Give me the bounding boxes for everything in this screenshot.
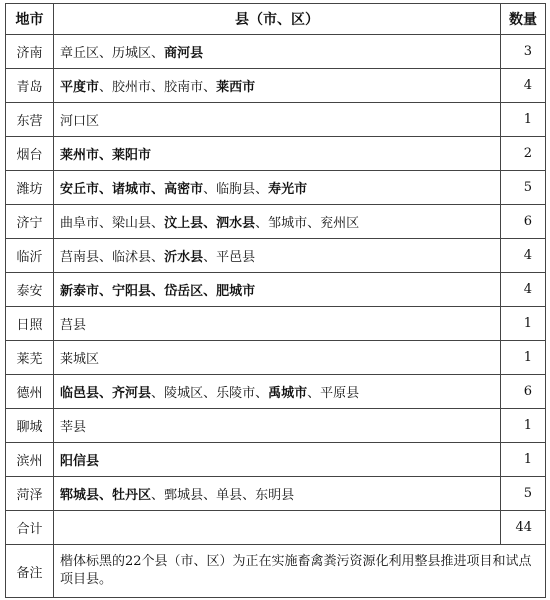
table-row	[6, 35, 546, 69]
row-counties	[54, 239, 501, 273]
header-count: 数量	[501, 4, 546, 35]
row-count: 1	[501, 307, 546, 341]
row-counties	[54, 273, 501, 307]
separator: 、	[151, 284, 165, 299]
separator: 、	[151, 488, 165, 503]
county-name: 胶州市	[112, 80, 152, 95]
row-count: 4	[501, 239, 546, 273]
total-row	[6, 511, 546, 545]
separator: 、	[307, 386, 321, 401]
table-row	[6, 375, 546, 409]
total-empty-cell	[54, 511, 501, 545]
note-row	[6, 545, 546, 598]
row-counties	[54, 35, 501, 69]
county-table-document	[5, 3, 545, 598]
separator: 、	[99, 80, 113, 95]
table-row	[6, 239, 546, 273]
separator: 、	[242, 488, 256, 503]
separator: 、	[151, 80, 165, 95]
county-name: 历城区	[112, 46, 152, 61]
county-name: 泗水县	[216, 216, 256, 231]
separator: 、	[151, 46, 165, 61]
separator: 、	[203, 250, 217, 265]
county-name: 莒县	[60, 318, 87, 333]
separator: 、	[203, 284, 217, 299]
county-name: 莒南县	[60, 250, 100, 265]
row-counties	[54, 409, 501, 443]
row-counties	[54, 443, 501, 477]
county-name: 平度市	[60, 80, 100, 95]
county-name: 莱城区	[60, 352, 100, 367]
row-count: 6	[501, 375, 546, 409]
total-label: 合计	[6, 511, 54, 545]
row-city: 泰安	[6, 273, 54, 307]
county-table	[5, 3, 546, 598]
table-header-row	[6, 4, 546, 35]
row-count: 3	[501, 35, 546, 69]
row-city: 菏泽	[6, 477, 54, 511]
separator: 、	[255, 216, 269, 231]
county-name: 平原县	[320, 386, 360, 401]
row-counties	[54, 205, 501, 239]
row-city: 临沂	[6, 239, 54, 273]
county-name: 岱岳区	[164, 284, 204, 299]
table-body	[6, 35, 546, 511]
separator: 、	[203, 216, 217, 231]
county-name: 安丘市	[60, 182, 100, 197]
table-row	[6, 205, 546, 239]
separator: 、	[99, 488, 113, 503]
county-name: 曲阜市	[60, 216, 100, 231]
county-name: 临朐县	[216, 182, 256, 197]
county-name: 兖州区	[320, 216, 360, 231]
county-name: 诸城市	[112, 182, 152, 197]
separator: 、	[255, 386, 269, 401]
separator: 、	[151, 250, 165, 265]
county-name: 临沭县	[112, 250, 152, 265]
separator: 、	[203, 488, 217, 503]
county-name: 平邑县	[216, 250, 256, 265]
county-name: 莱州市	[60, 148, 100, 163]
county-name: 莱阳市	[112, 148, 152, 163]
separator: 、	[99, 182, 113, 197]
county-name: 汶上县	[164, 216, 204, 231]
separator: 、	[99, 216, 113, 231]
separator: 、	[307, 216, 321, 231]
row-count: 1	[501, 341, 546, 375]
row-count: 1	[501, 409, 546, 443]
county-name: 单县	[216, 488, 243, 503]
separator: 、	[255, 182, 269, 197]
county-name: 莘县	[60, 420, 87, 435]
total-value: 44	[501, 511, 546, 545]
row-count: 5	[501, 477, 546, 511]
county-name: 新泰市	[60, 284, 100, 299]
table-row	[6, 307, 546, 341]
row-count: 4	[501, 273, 546, 307]
separator: 、	[151, 386, 165, 401]
table-row	[6, 341, 546, 375]
county-name: 河口区	[60, 114, 100, 129]
table-row	[6, 103, 546, 137]
county-name: 宁阳县	[112, 284, 152, 299]
county-name: 临邑县	[60, 386, 100, 401]
table-row	[6, 137, 546, 171]
county-name: 鄄城县	[164, 488, 204, 503]
county-name: 东明县	[255, 488, 295, 503]
county-name: 郓城县	[60, 488, 100, 503]
row-city: 东营	[6, 103, 54, 137]
county-name: 齐河县	[112, 386, 152, 401]
county-name: 沂水县	[164, 250, 204, 265]
separator: 、	[203, 80, 217, 95]
separator: 、	[99, 250, 113, 265]
county-name: 寿光市	[268, 182, 308, 197]
row-count: 1	[501, 103, 546, 137]
county-name: 禹城市	[268, 386, 308, 401]
row-count: 5	[501, 171, 546, 205]
separator: 、	[99, 386, 113, 401]
row-city: 烟台	[6, 137, 54, 171]
header-counties: 县（市、区）	[54, 4, 501, 35]
separator: 、	[99, 148, 113, 163]
separator: 、	[151, 216, 165, 231]
row-city: 青岛	[6, 69, 54, 103]
county-name: 阳信县	[60, 454, 100, 469]
note-label: 备注	[6, 545, 54, 598]
row-city: 日照	[6, 307, 54, 341]
county-name: 牡丹区	[112, 488, 152, 503]
row-city: 潍坊	[6, 171, 54, 205]
separator: 、	[99, 46, 113, 61]
separator: 、	[99, 284, 113, 299]
row-counties	[54, 171, 501, 205]
county-name: 梁山县	[112, 216, 152, 231]
county-name: 陵城区	[164, 386, 204, 401]
row-city: 滨州	[6, 443, 54, 477]
note-text: 楷体标黑的22个县（市、区）为正在实施畜禽粪污资源化利用整县推进项目和试点项目县。	[54, 545, 546, 598]
county-name: 高密市	[164, 182, 204, 197]
row-counties	[54, 375, 501, 409]
row-city: 聊城	[6, 409, 54, 443]
table-row	[6, 273, 546, 307]
county-name: 章丘区	[60, 46, 100, 61]
table-row	[6, 171, 546, 205]
table-row	[6, 69, 546, 103]
row-count: 4	[501, 69, 546, 103]
row-count: 1	[501, 443, 546, 477]
county-name: 乐陵市	[216, 386, 256, 401]
table-row	[6, 477, 546, 511]
header-city: 地市	[6, 4, 54, 35]
table-row	[6, 409, 546, 443]
row-city: 济宁	[6, 205, 54, 239]
row-counties	[54, 341, 501, 375]
county-name: 商河县	[164, 46, 204, 61]
row-counties	[54, 137, 501, 171]
county-name: 莱西市	[216, 80, 256, 95]
row-city: 莱芜	[6, 341, 54, 375]
county-name: 肥城市	[216, 284, 256, 299]
row-counties	[54, 69, 501, 103]
county-name: 胶南市	[164, 80, 204, 95]
county-name: 邹城市	[268, 216, 308, 231]
row-counties	[54, 477, 501, 511]
separator: 、	[203, 386, 217, 401]
row-city: 德州	[6, 375, 54, 409]
row-counties	[54, 307, 501, 341]
row-count: 2	[501, 137, 546, 171]
separator: 、	[203, 182, 217, 197]
row-count: 6	[501, 205, 546, 239]
row-city: 济南	[6, 35, 54, 69]
row-counties	[54, 103, 501, 137]
table-row	[6, 443, 546, 477]
separator: 、	[151, 182, 165, 197]
